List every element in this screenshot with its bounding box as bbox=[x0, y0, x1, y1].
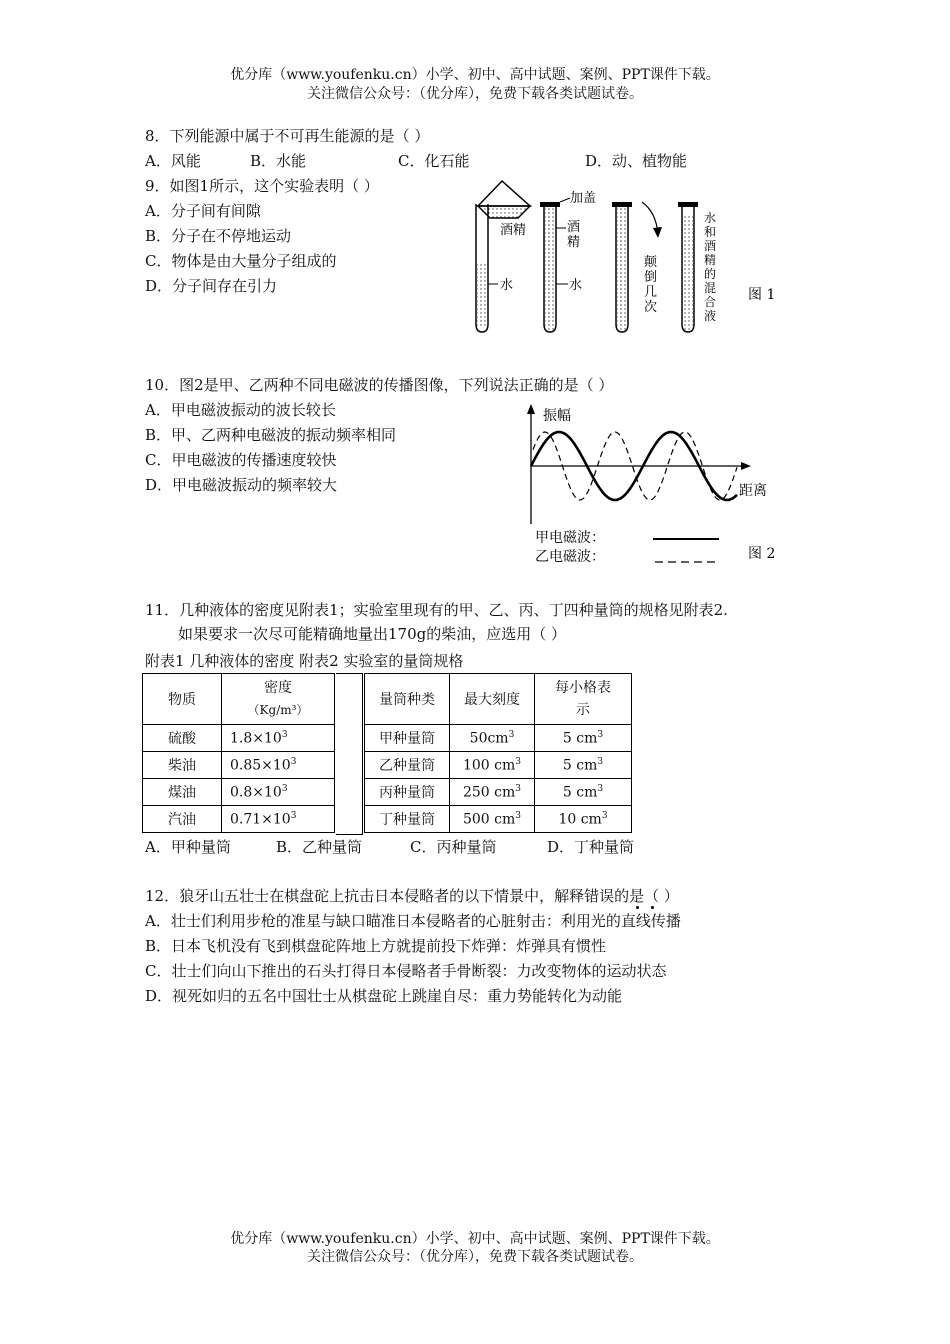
figure-2-caption: 图 2 bbox=[748, 546, 776, 562]
q11-table-titles: 附表1 几种液体的密度 附表2 实验室的量筒规格 bbox=[145, 652, 464, 670]
test-tube-1 bbox=[476, 204, 488, 332]
fig1-label-mix-3: 酒 bbox=[704, 239, 717, 253]
fig1-label-mix-4: 精 bbox=[704, 253, 717, 267]
fig1-label-mix-2: 和 bbox=[704, 225, 717, 239]
table-row bbox=[143, 806, 335, 833]
density-header-unit: （Kg/m³） bbox=[247, 703, 309, 717]
density-header-density bbox=[222, 674, 335, 725]
q9-option-d: D．分子间存在引力 bbox=[145, 277, 278, 295]
table-spacer-column bbox=[336, 673, 363, 835]
header-line-2: 关注微信公众号：（优分库），免费下载各类试题试卷。 bbox=[307, 86, 643, 102]
table-row: 丁种量筒 500 $cm^3$ 10 $cm^3$ bbox=[365, 806, 632, 833]
fig2-y-axis-label: 振幅 bbox=[543, 408, 571, 424]
density-header-substance: 物质 bbox=[143, 674, 222, 725]
fig1-label-alcohol-2a: 酒 bbox=[567, 220, 581, 235]
emphasis-dot bbox=[636, 906, 639, 909]
q11-stem-2: 如果要求一次尽可能精确地量出170g的柴油，应选用（ ） bbox=[178, 625, 567, 643]
figure-1-diagram bbox=[460, 176, 800, 341]
q9-stem: 9．如图1所示，这个实验表明（ ） bbox=[145, 177, 379, 195]
header-line-1: 优分库（www.youfenku.cn）小学、初中、高中试题、案例、PPT课件下载。 bbox=[230, 67, 720, 83]
fig1-label-invert-1: 颠 bbox=[644, 255, 658, 270]
q11-stem-1: 11．几种液体的密度见附表1；实验室里现有的甲、乙、丙、丁四种量筒的规格见附表2. bbox=[145, 601, 728, 619]
fig1-label-mix-8: 液 bbox=[704, 309, 717, 323]
density-table bbox=[142, 673, 335, 833]
density-value: $0.8\times 10^3$ bbox=[222, 779, 335, 806]
q12-option-b: B．日本飞机没有飞到棋盘砣阵地上方就提前投下炸弹：炸弹具有惯性 bbox=[145, 937, 607, 955]
table-row bbox=[143, 752, 335, 779]
table-row bbox=[143, 779, 335, 806]
q8-option-a: A．风能 bbox=[145, 152, 201, 170]
fig1-label-invert-3: 几 bbox=[644, 285, 658, 300]
q11-option-d: D．丁种量筒 bbox=[547, 838, 635, 856]
q11-option-c: C．丙种量筒 bbox=[410, 838, 497, 856]
legend-jia-label: 甲电磁波： bbox=[535, 530, 605, 546]
q9-option-c: C．物体是由大量分子组成的 bbox=[145, 252, 337, 270]
cyl-header-div: 每小格表 示 bbox=[535, 674, 632, 725]
fig1-label-mix-5: 的 bbox=[704, 267, 717, 281]
cyl-header-max: 最大刻度 bbox=[450, 674, 535, 725]
q10-option-c: C．甲电磁波的传播速度较快 bbox=[145, 451, 337, 469]
emphasis-dot bbox=[651, 906, 654, 909]
table-row bbox=[143, 725, 335, 752]
legend-yi-label: 乙电磁波： bbox=[535, 549, 605, 565]
q10-option-b: B．甲、乙两种电磁波的振动频率相同 bbox=[145, 426, 397, 444]
q11-option-a: A．甲种量筒 bbox=[145, 838, 231, 856]
q12-option-d: D．视死如归的五名中国壮士从棋盘砣上跳崖自尽：重力势能转化为动能 bbox=[145, 987, 623, 1005]
y-axis-arrow-icon bbox=[527, 404, 535, 414]
test-tube-2 bbox=[540, 202, 560, 332]
q10-option-a: A．甲电磁波振动的波长较长 bbox=[145, 401, 336, 419]
fig1-label-mix-7: 合 bbox=[704, 295, 717, 309]
x-axis-arrow-icon bbox=[741, 462, 751, 470]
q12-option-a: A．壮士们利用步枪的准星与缺口瞄准日本侵略者的心脏射击：利用光的直线传播 bbox=[145, 912, 681, 930]
q10-stem: 10．图2是甲、乙两种不同电磁波的传播图像，下列说法正确的是（ ） bbox=[145, 376, 614, 394]
q9-option-a: A．分子间有间隙 bbox=[145, 202, 261, 220]
density-value: $0.85\times 10^3$ bbox=[222, 752, 335, 779]
footer-line-1: 优分库（www.youfenku.cn）小学、初中、高中试题、案例、PPT课件下载。 bbox=[230, 1231, 720, 1247]
density-name: 煤油 bbox=[143, 779, 222, 806]
fig1-label-invert-2: 倒 bbox=[644, 270, 658, 285]
density-value: $1.8\times 10^3$ bbox=[222, 725, 335, 752]
figure-2-wave-chart bbox=[515, 400, 795, 570]
q10-option-d: D．甲电磁波振动的频率较大 bbox=[145, 476, 338, 494]
table-row: 甲种量筒 $50cm^3$ 5 $cm^3$ bbox=[365, 725, 632, 752]
q8-option-d: D．动、植物能 bbox=[585, 152, 688, 170]
q12-stem: 12．狼牙山五壮士在棋盘砣上抗击日本侵略者的以下情景中，解释错误的是（ ） bbox=[145, 887, 679, 905]
funnel-icon bbox=[478, 181, 530, 218]
q9-option-b: B．分子在不停地运动 bbox=[145, 227, 292, 245]
fig1-label-alcohol-1: 酒精 bbox=[500, 223, 527, 238]
fig1-label-water-1: 水 bbox=[500, 278, 514, 293]
test-tube-3 bbox=[612, 202, 632, 332]
cyl-header-type: 量筒种类 bbox=[365, 674, 450, 725]
fig2-x-axis-label: 距离 bbox=[739, 483, 767, 499]
fig1-label-mix-1: 水 bbox=[704, 211, 717, 225]
q8-stem: 8．下列能源中属于不可再生能源的是（ ） bbox=[145, 127, 430, 145]
q8-option-b: B．水能 bbox=[250, 152, 307, 170]
table-row: 丙种量筒 250 $cm^3$ 5 $cm^3$ bbox=[365, 779, 632, 806]
density-name: 柴油 bbox=[143, 752, 222, 779]
cylinder-table bbox=[364, 673, 632, 833]
fig1-label-water-2: 水 bbox=[569, 278, 583, 293]
footer-line-2: 关注微信公众号：（优分库），免费下载各类试题试卷。 bbox=[307, 1249, 643, 1265]
density-header-density-text: 密度 bbox=[264, 680, 292, 696]
arrow-icon bbox=[653, 227, 662, 238]
density-value: $0.71\times 10^3$ bbox=[222, 806, 335, 833]
q8-option-c: C．化石能 bbox=[398, 152, 470, 170]
q12-option-c: C．壮士们向山下推出的石头打得日本侵略者手骨断裂：力改变物体的运动状态 bbox=[145, 962, 667, 980]
density-name: 汽油 bbox=[143, 806, 222, 833]
q11-option-b: B．乙种量筒 bbox=[276, 838, 363, 856]
fig1-label-cover: 加盖 bbox=[570, 191, 597, 206]
figure-1-caption: 图 1 bbox=[748, 287, 776, 303]
test-tube-4 bbox=[678, 202, 698, 332]
fig1-label-mix-6: 混 bbox=[704, 281, 717, 295]
fig1-label-invert-4: 次 bbox=[644, 300, 658, 315]
table-row: 乙种量筒 100 $cm^3$ 5 $cm^3$ bbox=[365, 752, 632, 779]
fig1-label-alcohol-2b: 精 bbox=[567, 235, 581, 250]
density-name: 硫酸 bbox=[143, 725, 222, 752]
